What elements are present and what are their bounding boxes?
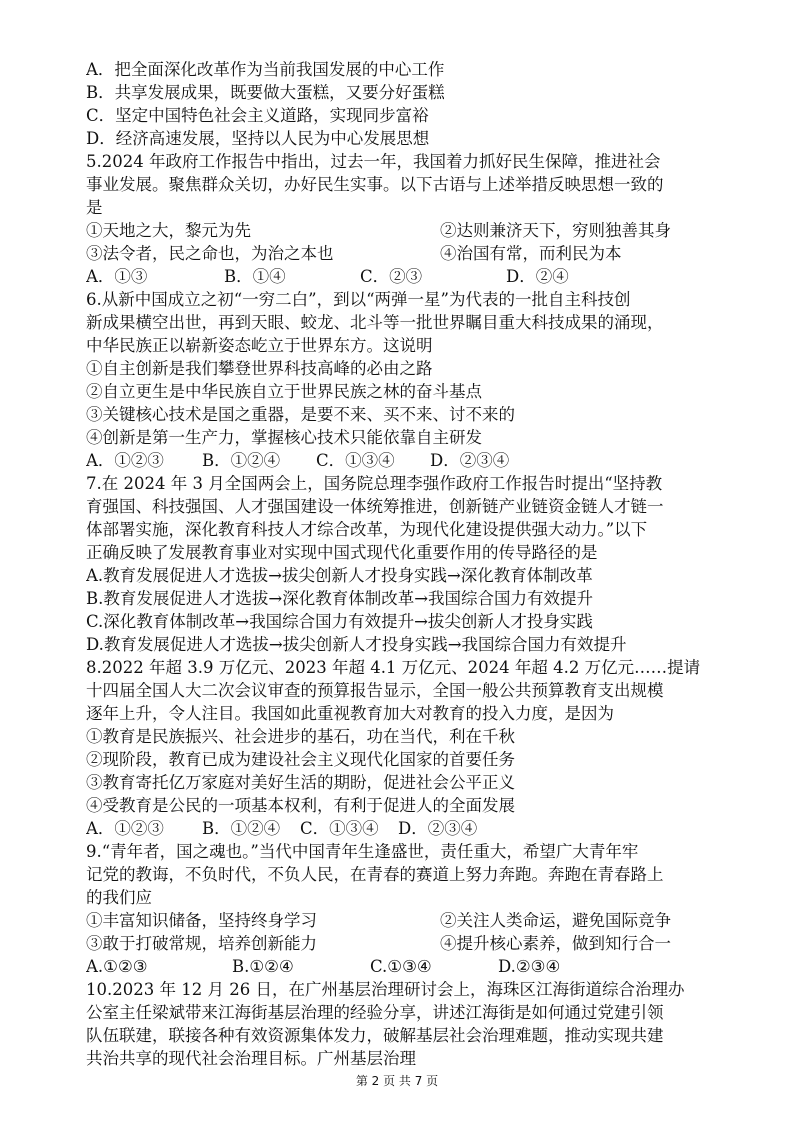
answer-choices: [86, 817, 734, 840]
statement-3: ③法令者，民之命也，为治之本也: [86, 244, 334, 263]
option-d: D．经济高速发展，坚持以人民为中心发展思想: [86, 129, 430, 148]
question-stem-line: 5.2024 年政府工作报告中指出，过去一年，我国着力抓好民生保障，推进社会: [86, 152, 661, 171]
statement-2: ②自立更生是中华民族自立于世界民族之林的奋斗基点: [86, 382, 482, 401]
question-stem-line: 育强国、科技强国、人才强国建设一体统筹推进，创新链产业链资金链人才链一: [86, 497, 664, 516]
statement-3: ③关键核心技术是国之重器，是要不来、买不来、讨不来的: [86, 405, 515, 424]
answer-choices: [86, 265, 734, 288]
choice-b: B．①④: [224, 267, 286, 286]
question-stem-line: 体部署实施，深化教育科技人才综合改革，为现代化建设提供强大动力。”以下: [86, 520, 648, 539]
option-b: B.教育发展促进人才选拔→深化教育体制改革→我国综合国力有效提升: [86, 589, 594, 608]
question-10: [86, 978, 734, 1070]
choice-a: A．①②③: [86, 819, 164, 838]
question-stem-line: 公室主任梁斌带来江海街基层治理的经验分享，讲述江海街是如何通过党建引领: [86, 1003, 664, 1022]
option-b: B．共享发展成果，既要做大蛋糕，又要分好蛋糕: [86, 83, 445, 102]
statement-row: [86, 219, 734, 242]
choice-d: D．②④: [506, 267, 569, 286]
statement-row: [86, 242, 734, 265]
choice-c: C.①③④: [370, 957, 432, 976]
choice-c: C．①③④: [300, 819, 379, 838]
answer-choices: [86, 449, 734, 472]
question-6: [86, 288, 734, 472]
statement-4: ④提升核心素养，做到知行合一: [440, 934, 671, 953]
question-stem-line: 记党的教诲，不负时代，不负人民，在青春的赛道上努力奔跑。奔跑在青春路上: [86, 865, 664, 884]
choice-a: A．①②③: [86, 451, 164, 470]
statement-1: ①自主创新是我们攀登世界科技高峰的必由之路: [86, 359, 433, 378]
question-stem-line: 队伍联建，联接各种有效资源集体发力，破解基层社会治理难题，推动实现共建: [86, 1026, 664, 1045]
question-5: [86, 150, 734, 288]
choice-d: D．②③④: [430, 451, 510, 470]
question-stem-line: 7.在 2024 年 3 月全国两会上，国务院总理李强作政府工作报告时提出“坚持教: [86, 474, 663, 493]
statement-2: ②关注人类命运，避免国际竞争: [440, 911, 671, 930]
question-stem-line: 共治共享的现代社会治理目标。广州基层治理: [86, 1049, 416, 1068]
statement-2: ②现阶段，教育已成为建设社会主义现代化国家的首要任务: [86, 750, 515, 769]
option-a: A.教育发展促进人才选拔→拔尖创新人才投身实践→深化教育体制改革: [86, 566, 593, 585]
statement-1: ①教育是民族振兴、社会进步的基石，功在当代，利在千秋: [86, 727, 515, 746]
question-7: [86, 472, 734, 656]
choice-c: C．①③④: [316, 451, 395, 470]
choice-d: D．②③④: [398, 819, 478, 838]
choice-b: B．①②④: [202, 451, 281, 470]
choice-a: A．①③: [86, 267, 148, 286]
statement-4: ④受教育是公民的一项基本权利，有利于促进人的全面发展: [86, 796, 515, 815]
choice-a: A.①②③: [86, 957, 148, 976]
option-d: D.教育发展促进人才选拔→拔尖创新人才投身实践→我国综合国力有效提升: [86, 635, 627, 654]
question-stem-line: 10.2023 年 12 月 26 日，在广州基层治理研讨会上，海珠区江海街道综合治理办: [86, 980, 685, 999]
question-stem-line: 是: [86, 198, 103, 217]
question-stem-line: 十四届全国人大二次会议审查的预算报告显示，全国一般公共预算教育支出规模: [86, 681, 664, 700]
question-stem-line: 正确反映了发展教育事业对实现中国式现代化重要作用的传导路径的是: [86, 543, 598, 562]
question-stem-line: 逐年上升，令人注目。我国如此重视教育加大对教育的投入力度，是因为: [86, 704, 614, 723]
question-stem-line: 事业发展。聚焦群众关切，办好民生实事。以下古语与上述举措反映思想一致的: [86, 175, 664, 194]
statement-1: ①天地之大，黎元为先: [86, 221, 251, 240]
choice-d: D.②③④: [498, 957, 561, 976]
statement-4: ④治国有常，而利民为本: [440, 244, 622, 263]
statement-3: ③敢于打破常规，培养创新能力: [86, 934, 317, 953]
question-stem-line: 中华民族正以崭新姿态屹立于世界东方。这说明: [86, 336, 433, 355]
question-4-options: [86, 58, 734, 150]
statement-2: ②达则兼济天下，穷则独善其身: [440, 221, 671, 240]
choice-b: B．①②④: [202, 819, 281, 838]
question-stem-line: 的我们应: [86, 888, 152, 907]
option-c: C.深化教育体制改革→我国综合国力有效提升→拔尖创新人才投身实践: [86, 612, 593, 631]
statement-3: ③教育寄托亿万家庭对美好生活的期盼，促进社会公平正义: [86, 773, 515, 792]
option-c: C．坚定中国特色社会主义道路，实现同步富裕: [86, 106, 429, 125]
question-9: [86, 840, 734, 978]
question-stem-line: 9.“青年者，国之魂也。”当代中国青年生逢盛世，责任重大，希望广大青年牢: [86, 842, 639, 861]
statement-row: [86, 909, 734, 932]
page-number: 第 2 页 共 7 页: [355, 1074, 439, 1088]
statement-row: [86, 932, 734, 955]
answer-choices: [86, 955, 734, 978]
choice-b: B.①②④: [232, 957, 294, 976]
statement-1: ①丰富知识储备，坚持终身学习: [86, 911, 317, 930]
statement-4: ④创新是第一生产力，掌握核心技术只能依靠自主研发: [86, 428, 482, 447]
option-a: A．把全面深化改革作为当前我国发展的中心工作: [86, 60, 445, 79]
question-stem-line: 6.从新中国成立之初“一穷二白”，到以“两弹一星”为代表的一批自主科技创: [86, 290, 631, 309]
question-8: [86, 656, 734, 840]
question-stem-line: 8.2022 年超 3.9 万亿元、2023 年超 4.1 万亿元、2024 年超 4.2 万亿元……提请: [86, 658, 701, 677]
question-stem-line: 新成果横空出世，再到天眼、蛟龙、北斗等一批世界瞩目重大科技成果的涌现，: [86, 313, 664, 332]
choice-c: C．②③: [360, 267, 423, 286]
